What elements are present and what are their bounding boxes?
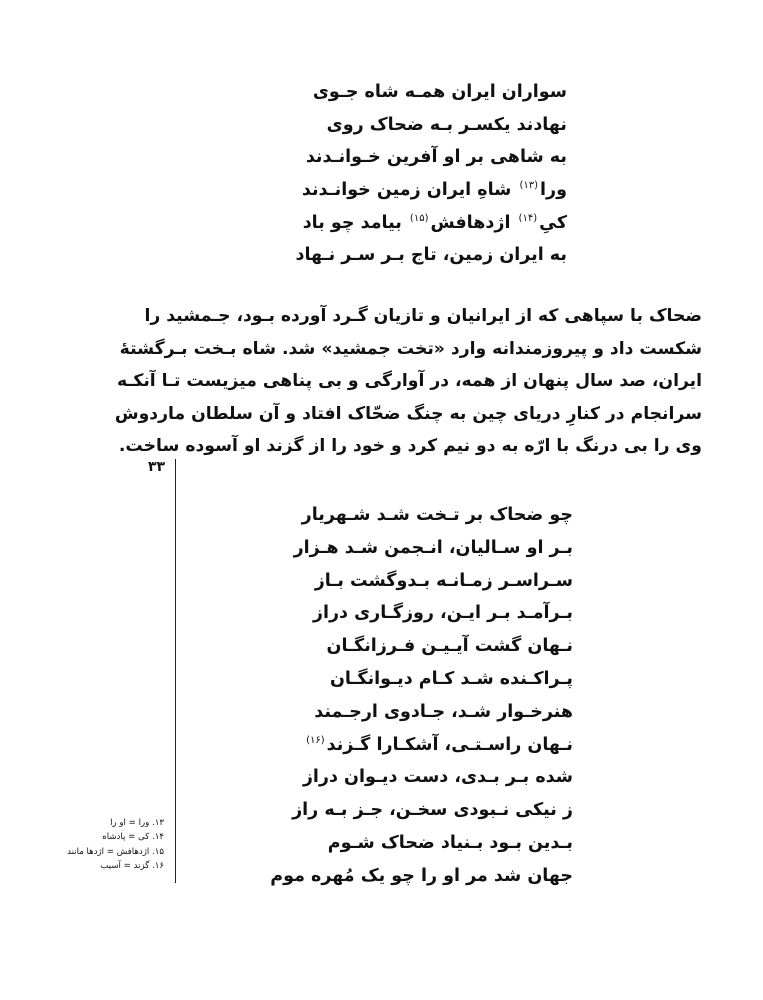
verse-line: شده بـر بـدی، دست دیـوان دراز [302,767,573,788]
footnote: ۱۴. کی = پادشاه [102,832,164,843]
prose-line: وی را بی درنگ با ارّه به دو نیم کرد و خود را از گزند او آسوده ساخت. [118,436,702,457]
verse-block-1 [295,76,567,272]
verse-line: ز نیکی نـبودی سخـن، جـز بـه راز [292,800,573,821]
footnote-ref: (۱۳) [519,180,539,192]
verse-line: بـر او سـالیان، انـجمن شـد هـزار [293,537,573,558]
page-number: ۳۳ [148,459,166,475]
prose-line: شکست داد و پیروزمندانه وارد «تخت جمشید» شد. شاه بـخت بـرگشتهٔ [119,338,702,359]
verse-line: به شاهی بر او آفرین خـوانـدند [305,147,567,168]
footnote: ۱۳. ورا = او را [110,818,164,828]
verse-text: بیامد چو باد [302,212,408,233]
verse-text: کیِ [539,212,567,233]
verse-line: به ایران زمین، تاج بـر سـر نـهاد [295,245,567,266]
verse-line: جهان شد مر او را چو یک مُهره موم [270,865,573,886]
footnote-ref: (۱۵) [409,212,429,224]
verse-line: بـدین بـود بـنیاد ضحاک شـوم [327,832,573,853]
verse-line [301,174,567,207]
verse-line: چو ضحاک بر تـخت شـد شـهریار [301,505,573,525]
verse-text: اژدهافش [430,212,517,233]
verse-line: هنرخـوار شـد، جـادوی ارجـمند [314,701,573,722]
verse-line: نـهان گشت آیـیـن فـرزانگـان [326,636,573,657]
prose-line: ضحاک با سپاهی که از ایرانیان و تازیان گـرد آورده بـود، جـمشید را [144,306,702,326]
verse-line: نهادند یکسـر بـه ضحاک روی [326,114,567,135]
footnote: ۱۶. گزند = آسیب [100,861,164,872]
footnote-ref: (۱۶) [306,734,325,746]
verse-block-2 [270,499,573,893]
margin-rule [175,459,176,883]
footnote: ۱۵. اژدهافش = اژدها مانند [67,846,164,857]
footnote-ref: (۱۴) [518,212,538,224]
verse-line: سـراسـر زمـانـه بـدوگشت بـاز [314,570,573,591]
verse-line: پـراکـنده شـد کـام دیـوانگـان [329,668,573,689]
verse-text: نـهان راسـتـی، آشکـارا گـزند [326,734,573,755]
prose-line: ایران، صد سال پنهان از همه، در آوارگی و بی پناهی میزیست تـا آنکـه [117,371,702,392]
verse-line: بـرآمـد بـر ایـن، روزگـاری دراز [312,603,573,624]
verse-line [302,207,567,240]
verse-text: ورا [540,180,567,201]
verse-line: سواران ایران همـه شاه جـوی [312,82,567,102]
prose-line: سرانجام در کنارِ دریای چین به چنگ ضحّاک افتاد و آن سلطان ماردوش [114,403,702,424]
verse-text: شاهِ ایران زمین خوانـدند [301,180,518,201]
footnotes [56,816,164,874]
verse-line [308,729,573,762]
prose-paragraph [114,300,702,463]
